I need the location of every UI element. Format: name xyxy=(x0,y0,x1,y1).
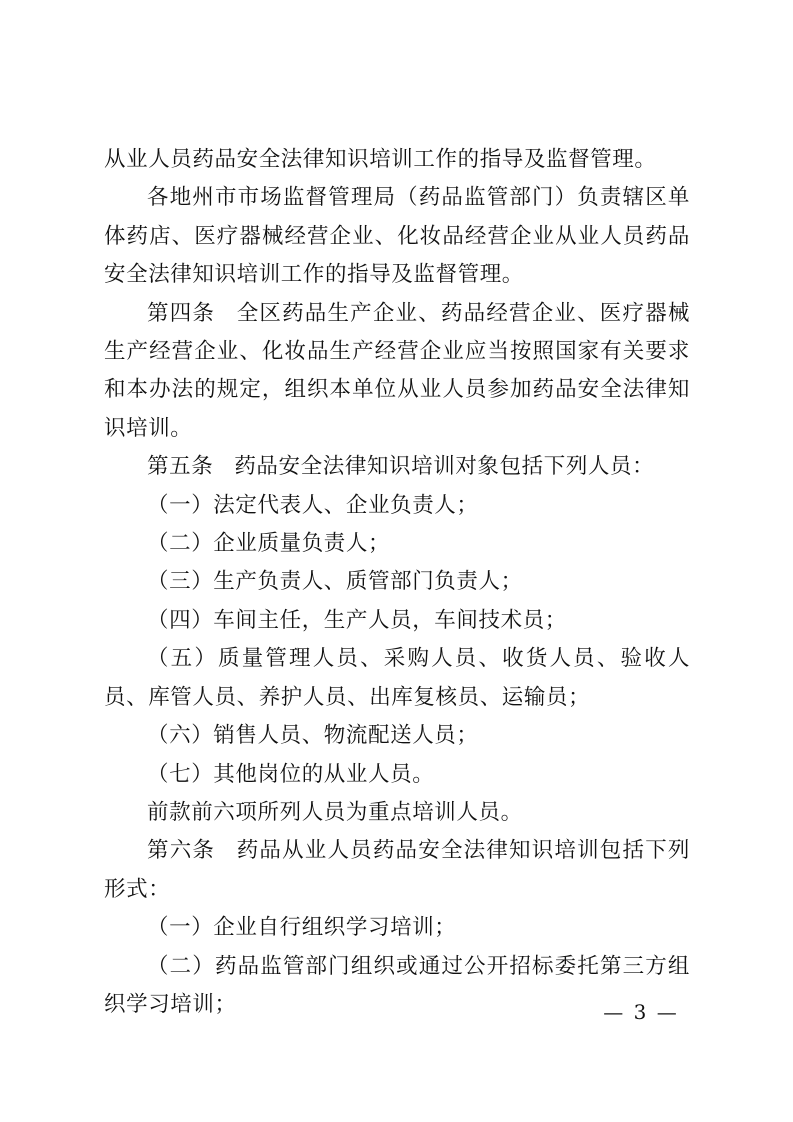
page-number: — 3 — xyxy=(603,1000,679,1024)
article-paragraph xyxy=(104,448,690,486)
list-item xyxy=(104,640,690,717)
list-item xyxy=(104,487,690,525)
paragraph-text: （四）车间主任，生产人员，车间技术员； xyxy=(147,607,567,633)
list-item xyxy=(104,525,690,563)
paragraph-text: （三）生产负责人、质管部门负责人； xyxy=(147,569,523,595)
paragraph-text: （六）销售人员、物流配送人员； xyxy=(147,723,479,749)
paragraph xyxy=(104,141,690,179)
paragraph-text: （二）药品监管部门组织或通过公开招标委托第三方组织学习培训； xyxy=(104,953,690,1017)
paragraph xyxy=(104,179,690,294)
paragraph-text: 前款前六项所列人员为重点培训人员。 xyxy=(147,799,523,825)
paragraph-text: 全区药品生产企业、药品经营企业、医疗器械生产经营企业、化妆品生产经营企业应当按照国家有关要求和本办法的规定，组织本单位从业人员参加药品安全法律知识培训。 xyxy=(104,300,690,441)
list-item xyxy=(104,756,690,794)
paragraph-text: （一）法定代表人、企业负责人； xyxy=(147,492,479,518)
paragraph-text: （一）企业自行组织学习培训； xyxy=(147,915,457,941)
list-item xyxy=(104,717,690,755)
paragraph-text: 药品从业人员药品安全法律知识培训包括下列形式： xyxy=(104,838,690,902)
list-item xyxy=(104,909,690,947)
article-paragraph xyxy=(104,832,690,909)
paragraph-text: （二）企业质量负责人； xyxy=(147,531,391,557)
article-number: 第六条 xyxy=(147,838,216,864)
article-number: 第四条 xyxy=(147,300,216,326)
list-item xyxy=(104,563,690,601)
article-number: 第五条 xyxy=(147,454,214,480)
paragraph-text: （五）质量管理人员、采购人员、收货人员、验收人员、库管人员、养护人员、出库复核员、运输员； xyxy=(104,646,690,710)
paragraph-text: 药品安全法律知识培训对象包括下列人员： xyxy=(234,454,655,480)
paragraph xyxy=(104,794,690,832)
list-item xyxy=(104,602,690,640)
paragraph-text: 从业人员药品安全法律知识培训工作的指导及监督管理。 xyxy=(104,147,657,172)
body-text xyxy=(104,141,690,1024)
paragraph-text: （七）其他岗位的从业人员。 xyxy=(147,761,435,787)
paragraph-text: 各地州市市场监督管理局（药品监管部门）负责辖区单体药店、医疗器械经营企业、化妆品经营企业从业人员药品安全法律知识培训工作的指导及监督管理。 xyxy=(104,185,690,288)
article-paragraph xyxy=(104,295,690,449)
